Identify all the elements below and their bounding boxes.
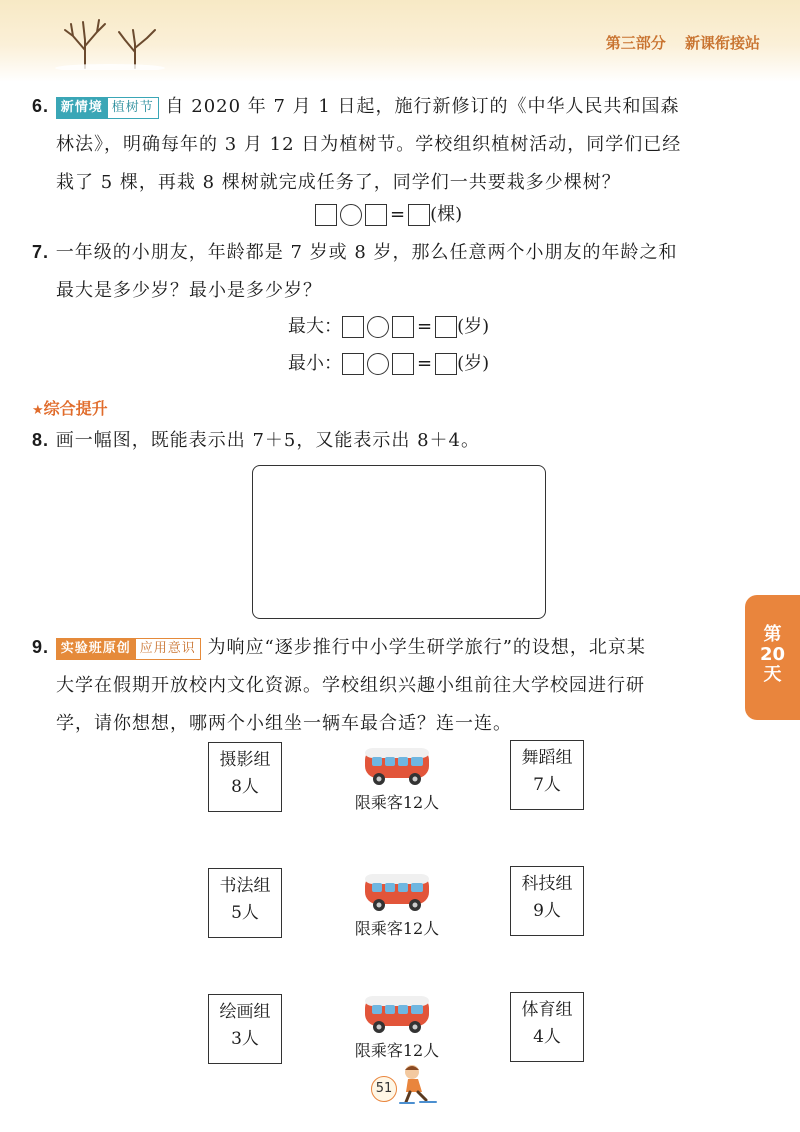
question-7-line2: 最大是多少岁？最小是多少岁？ — [56, 280, 322, 301]
answer-box[interactable] — [392, 353, 414, 375]
header-section: 新课衔接站 — [684, 34, 760, 52]
answer-box[interactable] — [435, 353, 457, 375]
page-number: 51 — [371, 1076, 397, 1102]
group-card-calligraphy[interactable] — [208, 868, 282, 938]
answer-equation-max — [288, 315, 489, 339]
answer-equation-6 — [315, 203, 462, 227]
group-name: 舞蹈组 — [521, 748, 573, 768]
answer-box[interactable] — [392, 316, 414, 338]
question-8 — [32, 421, 744, 460]
min-label: 最小： — [288, 353, 342, 374]
page-header — [0, 0, 800, 82]
question-6-line1 — [32, 87, 744, 126]
day-tab-suffix: 天 — [763, 664, 782, 685]
question-9-line1 — [32, 628, 744, 667]
answer-equation-min — [288, 352, 489, 376]
max-label: 最大： — [288, 316, 342, 337]
question-9-line3: 学，请你想想，哪两个小组坐一辆车最合适？连一连。 — [56, 713, 512, 734]
drawing-area[interactable] — [252, 465, 546, 619]
group-card-painting[interactable] — [208, 994, 282, 1064]
day-tab-prefix: 第 — [763, 624, 782, 645]
star-icon: ★ — [32, 403, 44, 418]
question-text: 为响应“逐步推行中小学生研学旅行”的设想，北京某 — [207, 637, 646, 658]
group-count: 9人 — [533, 901, 561, 921]
group-count: 4人 — [533, 1027, 561, 1047]
bus-capacity-label: 限乘客12人 — [354, 919, 440, 938]
question-text: 自 2020 年 7 月 1 日起，施行新修订的《中华人民共和国森 — [165, 96, 680, 117]
equals-sign: = — [417, 353, 433, 374]
answer-box[interactable] — [408, 204, 430, 226]
tag-original: 实验班原创 — [56, 638, 136, 660]
unit-label: (岁) — [457, 353, 490, 374]
bus-icon[interactable] — [362, 990, 432, 1036]
bus-icon[interactable] — [362, 868, 432, 914]
group-count: 3人 — [231, 1029, 259, 1049]
winter-trees-icon — [55, 10, 165, 70]
group-card-sports[interactable] — [510, 992, 584, 1062]
equals-sign: = — [417, 316, 433, 337]
question-6-line2: 林法》，明确每年的 3 月 12 日为植树节。学校组织植树活动，同学们已经 — [56, 134, 682, 155]
group-count: 7人 — [533, 775, 561, 795]
skating-kid-icon — [396, 1062, 442, 1106]
answer-box[interactable] — [315, 204, 337, 226]
question-number: 8. — [32, 430, 50, 450]
group-count: 5人 — [231, 903, 259, 923]
answer-box[interactable] — [365, 204, 387, 226]
day-tab-number: 20 — [759, 644, 786, 665]
operator-circle[interactable] — [340, 204, 362, 226]
question-7 — [32, 233, 744, 310]
day-tab — [745, 595, 800, 720]
bus-icon[interactable] — [362, 742, 432, 788]
answer-box[interactable] — [342, 316, 364, 338]
question-number: 7. — [32, 242, 50, 262]
question-6 — [32, 87, 744, 202]
question-number: 6. — [32, 96, 50, 116]
question-text: 一年级的小朋友，年龄都是 7 岁或 8 岁，那么任意两个小朋友的年龄之和 — [55, 242, 678, 263]
unit-label: (棵) — [430, 204, 463, 225]
bus-capacity-label: 限乘客12人 — [354, 1041, 440, 1060]
question-number: 9. — [32, 637, 50, 657]
tag-arbor-day: 植树节 — [107, 97, 159, 119]
bus-capacity-label: 限乘客12人 — [354, 793, 440, 812]
question-7-line1 — [32, 233, 744, 272]
group-name: 摄影组 — [219, 750, 271, 770]
question-6-line3: 栽了 5 棵，再栽 8 棵树就完成任务了，同学们一共要栽多少棵树？ — [56, 172, 621, 193]
equals-sign: = — [390, 204, 406, 225]
question-9-line2: 大学在假期开放校内文化资源。学校组织兴趣小组前往大学校园进行研 — [56, 675, 645, 696]
group-name: 书法组 — [219, 876, 271, 896]
question-text: 画一幅图，既能表示出 7＋5，又能表示出 8＋4。 — [55, 430, 480, 451]
group-name: 体育组 — [521, 1000, 573, 1020]
tag-application: 应用意识 — [135, 638, 201, 660]
tag-new-context: 新情境 — [56, 97, 108, 119]
section-title: 综合提升 — [43, 399, 108, 418]
section-heading — [32, 396, 108, 419]
group-card-photography[interactable] — [208, 742, 282, 812]
group-name: 绘画组 — [219, 1002, 271, 1022]
group-card-technology[interactable] — [510, 866, 584, 936]
operator-circle[interactable] — [367, 316, 389, 338]
group-card-dance[interactable] — [510, 740, 584, 810]
answer-box[interactable] — [435, 316, 457, 338]
header-title — [592, 32, 760, 53]
header-part: 第三部分 — [605, 34, 666, 52]
operator-circle[interactable] — [367, 353, 389, 375]
group-count: 8人 — [231, 777, 259, 797]
question-9 — [32, 628, 744, 743]
answer-box[interactable] — [342, 353, 364, 375]
unit-label: (岁) — [457, 316, 490, 337]
group-name: 科技组 — [521, 874, 573, 894]
